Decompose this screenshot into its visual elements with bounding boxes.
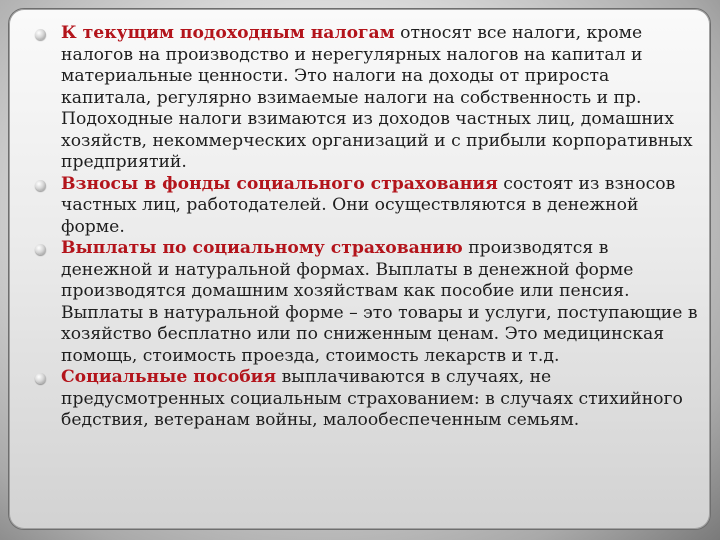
item-term: Социальные пособия	[61, 367, 277, 387]
list-item	[29, 23, 701, 174]
bullet-icon	[35, 244, 46, 255]
item-term: Выплаты по социальному страхованию	[61, 238, 463, 258]
item-text: выплачиваются в случаях, не предусмотренных социальным страхованием: в случаях стихийного бедствия, ветеранам войны, малообеспеченным семьям.	[61, 367, 683, 430]
bullet-icon	[35, 373, 46, 384]
list-item	[29, 174, 701, 239]
item-text: производятся в денежной и натуральной формах. Выплаты в денежной форме производятся домашним хозяйствам как пособие или пенсия. Выплаты в натуральной форме – это товары и услуги, поступающие в хозяйство бесплатно или по сниженным ценам. Это медицинская помощь, стоимость проезда, стоимость лекарств и т.д.	[61, 238, 698, 366]
list-item	[29, 238, 701, 367]
bullet-list	[29, 23, 701, 432]
item-term: Взносы в фонды социального страхования	[61, 173, 498, 194]
content-panel	[8, 8, 711, 530]
item-text: состоят из взносов частных лиц, работодателей. Они осуществляются в денежной форме.	[61, 173, 676, 237]
item-term: К текущим подоходным налогам	[61, 23, 395, 43]
bullet-icon	[35, 180, 46, 191]
bullet-icon	[35, 29, 46, 40]
list-item	[29, 367, 701, 432]
item-text: относят все налоги, кроме налогов на производство и нерегулярных налогов на капитал и материальные ценности. Это налоги на доходы от прироста капитала, регулярно взимаемые налоги на собственность и пр. Подоходные налоги взимаются из доходов частных лиц, домашних хозяйств, некоммерческих организаций и с прибыли корпоративных предприятий.	[61, 23, 693, 172]
